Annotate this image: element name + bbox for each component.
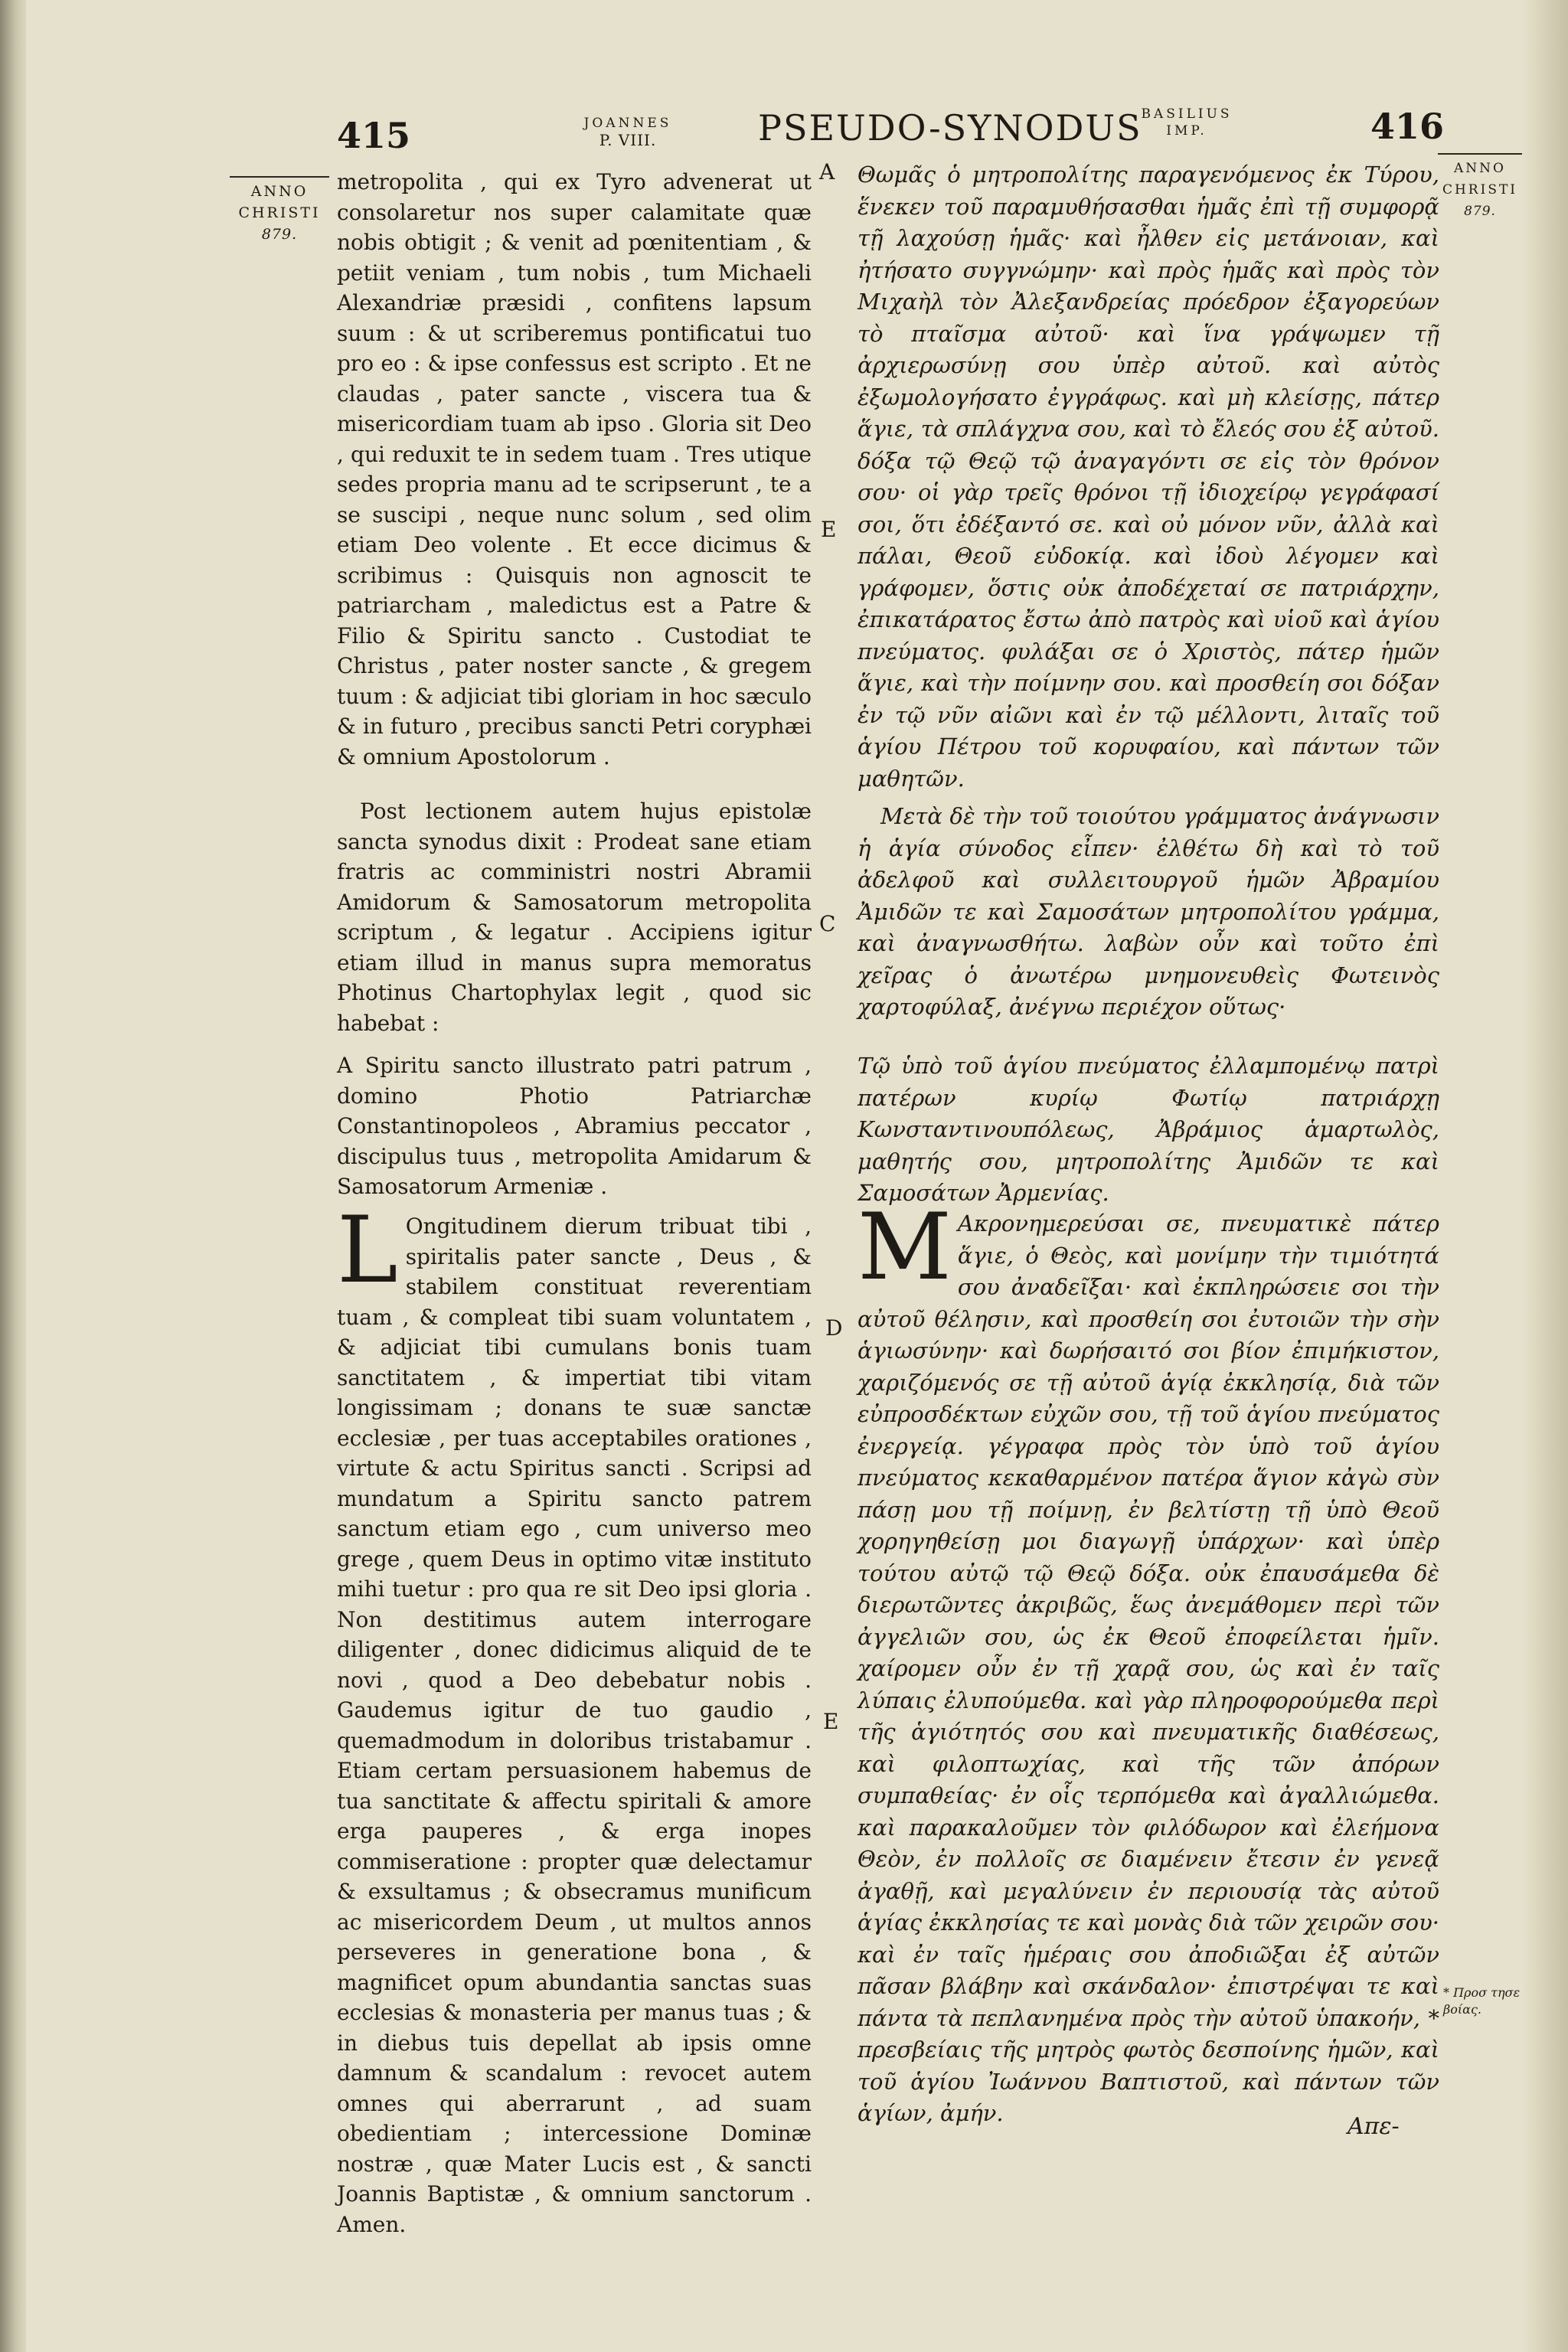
anno-label: ANNO (1454, 161, 1506, 176)
greek-paragraph-3: Ακρονημερεύσαι σε, πνευματικὲ πάτερ ἅγιε, ὁ Θεὸς, καὶ μονίμην τὴν τιμιότητά σου ἀναδεῖξαι· καὶ ἐκπληρώσειε σοι τὴν αὐτοῦ θέλησιν, καὶ προσθείη σοι ἐυτοιῶν τὴν σὴν ἁγιωσύνην· καὶ δωρήσαιτό σοι βίον ἐπιμήκιστον, χαριζόμενός σε τῇ αὐτοῦ ἁγίᾳ ἐκκλησίᾳ, διὰ τῶν εὐπροσδέκτων εὐχῶν σου, τῇ τοῦ ἁγίου πνεύματος ἐνεργείᾳ. γέγραφα πρὸς τὸν ὑπὸ τοῦ ἁγίου πνεύματος κεκαθαρμένον πατέρα ἅγιον κἀγὼ σὺν πάσῃ μου τῇ ποίμνῃ, ἐν βελτίστῃ τῇ ὑπὸ Θεοῦ χορηγηθείσῃ μοι διαγωγῇ ὑπάρχων· καὶ ὑπὲρ τούτου αὐτῷ τῷ Θεῷ δόξα. οὐκ ἐπαυσάμεθα δὲ διερωτῶντες ἀκριβῶς, ἕως ἀνεμάθομεν περὶ τῶν ἀγγελιῶν σου, ὡς ἐκ Θεοῦ ἐποφείλεται ἡμῖν. χαίρομεν οὖν ἐν τῇ χαρᾷ σου, ὡς καὶ ἐν ταῖς λύπαις ἐλυπούμεθα. καὶ γὰρ πληροφορούμεθα περὶ τῆς ἁγιότητός σου καὶ πνευματικῆς διαθέσεως, καὶ φιλοπτωχίας, καὶ τῆς τῶν ἀπόρων συμπαθείας· ἐν οἷς τερπόμεθα καὶ ἀγαλλιώμεθα. καὶ παρακαλοῦμεν τὸν φιλόδωρον καὶ ἐλεήμονα Θεὸν, ἐν πολλοῖς σε διαμένειν ἔτεσιν ἐν γενεᾷ ἀγαθῇ, καὶ μεγαλύνειν ἐν περιουσίᾳ τὰς αὐτοῦ ἁγίας ἐκκλησίας τε καὶ μονὰς διὰ τῶν χειρῶν σου· καὶ ἐν ταῖς ἡμέραις σου ἀποδιῶξαι ἐξ αὐτῶν πᾶσαν βλάβην καὶ σκάνδαλον· ἐπιστρέψαι τε καὶ πάντα τὰ πεπλανημένα πρὸς τὴν αὐτοῦ ὑπακοήν, * πρεσβείαις τῆς μητρὸς φωτὸς δεσποίνης ἡμῶν, καὶ τοῦ ἁγίου Ἰωάννου Βαπτιστοῦ, καὶ πάντων τῶν ἁγίων, ἀμήν. (858, 1210, 1439, 2126)
greek-paragraph-1: Θωμᾶς ὁ μητροπολίτης παραγενόμενος ἐκ Τύρου, ἕνεκεν τοῦ παραμυθήσασθαι ἡμᾶς ἐπὶ τῇ συμφορᾷ τῇ λαχούσῃ ἡμᾶς· καὶ ἦλθεν εἰς μετάνοιαν, καὶ ἠτήσατο συγγνώμην· καὶ πρὸς ἡμᾶς καὶ πρὸς τὸν Μιχαὴλ τὸν Ἀλεξανδρείας πρόεδρον ἐξαγορεύων τὸ πταῖσμα αὐτοῦ· καὶ ἵνα γράψωμεν τῇ ἀρχιερωσύνῃ σου ὑπὲρ αὐτοῦ. καὶ αὐτὸς ἐξωμολογήσατο ἐγγράφως. καὶ μὴ κλείσῃς, πάτερ ἅγιε, τὰ σπλάγχνα σου, καὶ τὸ ἔλεός σου ἐξ αὐτοῦ. δόξα τῷ Θεῷ τῷ ἀναγαγόντι σε εἰς τὸν θρόνον σου· οἱ γὰρ τρεῖς θρόνοι τῇ ἰδιοχείρῳ γεγράφασί σοι, ὅτι ἐδέξαντό σε. καὶ οὐ μόνον νῦν, ἀλλὰ καὶ πάλαι, Θεοῦ εὐδοκίᾳ. καὶ ἰδοὺ λέγομεν καὶ γράφομεν, ὅστις οὐκ ἀποδέχεταί σε πατριάρχην, ἐπικατάρατος ἔστω ἀπὸ πατρὸς καὶ υἱοῦ καὶ ἁγίου πνεύματος. φυλάξαι σε ὁ Χριστὸς, πάτερ ἡμῶν ἅγιε, καὶ τὴν ποίμνην σου. καὶ προσθείη σοι δόξαν ἐν τῷ νῦν αἰῶνι καὶ ἐν τῷ μέλλοντι, λιταῖς τοῦ ἁγίου Πέτρου τοῦ κορυφαίου, καὶ πάντων τῶν μαθητῶν. (858, 162, 1439, 792)
header-joannes: JOANNES (583, 116, 672, 131)
header-basilius: BASILIUS (1141, 106, 1233, 122)
greek-caption: Τῷ ὑπὸ τοῦ ἁγίου πνεύματος ἐλλαμπομένῳ πατρὶ πατέρων κυρίῳ Φωτίῳ πατριάρχῃ Κωνσταντινουπόλεως, Ἀβράμιος ἁμαρτωλὸς, μαθητής σου, μητροπολίτης Ἀμιδῶν τε καὶ Σαμοσάτων Ἀρμενίας. (858, 1053, 1439, 1206)
page-edge-left (0, 0, 26, 2352)
header-pope: P. VIII. (599, 131, 657, 149)
latin-initial: L (337, 1197, 398, 1304)
side-note: * Προσ τησε βοίας. (1443, 1985, 1521, 2017)
anno-rule-left (230, 176, 329, 178)
greek-column-top (858, 159, 1439, 1024)
header-author (551, 115, 704, 149)
margin-letter-d: D (825, 1315, 843, 1341)
christi-label: CHRISTI (238, 204, 321, 221)
latin-letter-heading (337, 1050, 812, 1202)
anno-christi-left (230, 176, 329, 245)
latin-letter-body (337, 1197, 812, 2239)
margin-letter-a: A (819, 159, 835, 185)
anno-year: 879. (1464, 204, 1496, 219)
greek-letter-heading (858, 1050, 1439, 1210)
anno-year: 879. (261, 226, 298, 243)
page-number-right: 416 (1370, 106, 1445, 147)
margin-letter-e: E (821, 517, 837, 542)
latin-paragraph-2: Post lectionem autem hujus epistolæ sancta synodus dixit : Prodeat sane etiam fratris ac comministri nostri Abramii Amidorum & Samosatorum metropolita scriptum , & legatur . Accipiens igitur etiam illud in manus supra memoratus Photinus Chartophylax legit , quod sic habebat : (337, 799, 812, 1036)
anno-label: ANNO (250, 183, 309, 200)
latin-column-top (337, 167, 812, 1038)
latin-caption: A Spiritu sancto illustrato patri patrum , domino Photio Patriarchæ Constantinopoleos , Abramius peccator , discipulus tuus , metropolita Amidarum & Samosatorum Armeniæ . (337, 1053, 812, 1199)
margin-letter-c: C (819, 911, 836, 936)
catchword: Απε- (1348, 2113, 1400, 2140)
latin-paragraph-1: metropolita , qui ex Tyro advenerat ut consolaretur nos super calamitate quæ nobis obtigit ; & venit ad pœnitentiam , & petiit veniam , tum nobis , tum Michaeli Alexandriæ præsidi , confitens lapsum suum : & ut scriberemus pontificatui tuo pro eo : & ipse confessus est scripto . Et ne claudas , pater sancte , viscera tua & misericordiam tuam ab ipso . Gloria sit Deo , qui reduxit te in sedem tuam . Tres utique sedes propria manu ad te scripserunt , te a se suscipi , neque nunc solum , sed olim etiam Deo volente . Et ecce dicimus & scribimus : Quisquis non agnoscit te patriarcham , maledictus est a Patre & Filio & Spiritu sancto . Custodiat te Christus , pater noster sancte , & gregem tuum : & adjiciat tibi gloriam in hoc sæculo & in futuro , precibus sancti Petri coryphæi & omnium Apostolorum . (337, 169, 812, 769)
anno-rule-right (1438, 153, 1522, 155)
margin-letter-e2: E (823, 1709, 839, 1734)
greek-letter-body (858, 1194, 1439, 2130)
latin-paragraph-3: Ongitudinem dierum tribuat tibi , spiritalis pater sancte , Deus , & stabilem constituat reverentiam tuam , & compleat tibi suam voluntatem , & adjiciat tibi cumulans bonis tuam sanctitatem , & impertiat tibi vitam longissimam ; donans te suæ sanctæ ecclesiæ , per tuas acceptabiles orationes , virtute & actu Spiritus sancti . Scripsi ad mundatum a Spiritu sancto patrem sanctum etiam ego , cum universo meo grege , quem Deus in optimo vitæ instituto mihi tuetur : pro qua re sit Deo ipsi gloria . Non destitimus autem interrogare diligenter , donec didicimus aliquid de te novi , quod a Deo debebatur nobis . Gaudemus igitur de tuo gaudio , quemadmodum in doloribus tristabamur . Etiam certam persuasionem habemus de tua sanctitate & affectu spiritali & amore erga pauperes , & erga inopes commiseratione : propter quæ delectamur & exsultamus ; & obsecramus munificum ac misericordem Deum , ut multos annos perseveres in generatione bona , & magnificet opum abundantia sanctas suas ecclesias & monasteria per manus tuas ; & in diebus tuis depellat ab ipsis omne damnum & scandalum : revocet autem omnes qui aberrarunt , ad suam obedientiam ; intercessione Dominæ nostræ , quæ Mater Lucis est , & sancti Joannis Baptistæ , & omnium sanctorum . Amen. (337, 1214, 812, 2237)
running-title: PSEUDO-SYNODUS (758, 107, 1142, 149)
header-imp: IMP. (1166, 123, 1207, 139)
anno-christi-right (1438, 153, 1522, 222)
greek-initial: Μ (858, 1194, 952, 1301)
page-number-left: 415 (337, 115, 411, 156)
page-edge-right (1522, 0, 1568, 2352)
christi-label: CHRISTI (1442, 182, 1518, 198)
greek-paragraph-2: Μετὰ δὲ τὴν τοῦ τοιούτου γράμματος ἀνάγνωσιν ἡ ἁγία σύνοδος εἶπεν· ἐλθέτω δὴ καὶ τὸ τοῦ ἀδελφοῦ καὶ συλλειτουργοῦ ἡμῶν Ἀβραμίου Ἀμιδῶν τε καὶ Σαμοσάτων μητροπολίτου γράμμα, καὶ ἀναγνωσθήτω. λαβὼν οὖν καὶ τοῦτο ἐπὶ χεῖρας ὁ ἀνωτέρω μνημονευθεὶς Φωτεινὸς χαρτοφύλαξ, ἀνέγνω περιέχον οὕτως· (858, 803, 1439, 1020)
header-emperor (1110, 106, 1263, 139)
